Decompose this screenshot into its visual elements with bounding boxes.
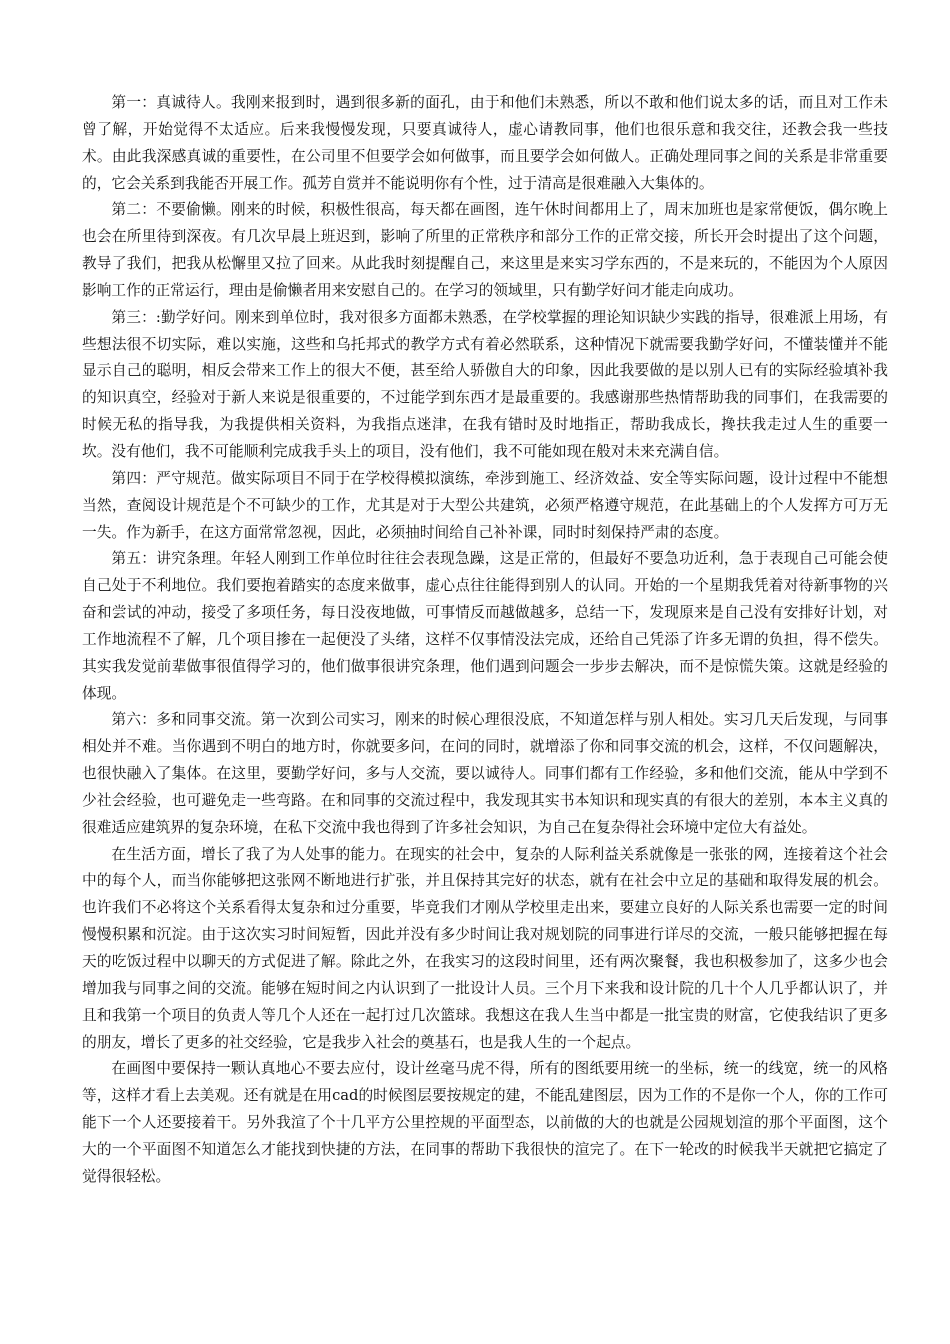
paragraph-drawing: 在画图中要保持一颗认真地心不要去应付，设计丝毫马虎不得，所有的图纸要用统一的坐标，统一的线宽，统一的风格等，这样才看上去美观。还有就是在用cad的时候图层要按规定的建，不能乱建图层，因为工作的不是你一个人，你的工作可能下一个人还要接着干。另外我渲了个十几平方公里控规的平面型态，以前做的大的也就是公园规划渲的那个平面图，这个大的一个平面图不知道怎么才能找到快捷的方法，在同事的帮助下我很快的渲完了。在下一轮改的时候我半天就把它搞定了觉得很轻松。 [82,1060,888,1185]
paragraph-social-life: 在生活方面，增长了我了为人处事的能力。在现实的社会中，复杂的人际利益关系就像是一张张的网，连接着这个社会中的每个人，而当你能够把这张网不断地进行扩张，并且保持其完好的状态，就有在社会中立足的基础和取得发展的机会。也许我们不必将这个关系看得太复杂和过分重要，毕竟我们才刚从学校里走出来，要建立良好的人际关系也需要一定的时间慢慢积累和沉淀。由于这次实习时间短暂，因此并没有多少时间让我对规划院的同事进行详尽的交流，一般只能够把握在每天的吃饭过程中以聊天的方式促进了解。除此之外，在我实习的这段时间里，还有两次聚餐，我也积极参加了，这多少也会增加我与同事之间的交流。能够在短时间之内认识到了一批设计人员。三个月下来我和设计院的几十个人几乎都认识了，并且和我第一个项目的负责人等几个人还在一起打过几次篮球。我想这在我人生当中都是一批宝贵的财富，它使我结识了更多的朋友，增长了更多的社交经验，它是我步入社会的奠基石，也是我人生的一个起点。 [82,845,888,1051]
paragraph-organization: 第五：讲究条理。年轻人刚到工作单位时往往会表现急躁，这是正常的，但最好不要急功近利，急于表现自己可能会使自己处于不利地位。我们要抱着踏实的态度来做事，虚心点往往能得到别人的认同。开始的一个星期我凭着对待新事物的兴奋和尝试的冲动，接受了多项任务，每日没夜地做，可事情反而越做越多，总结一下，发现原来是自己没有安排好计划，对工作地流程不了解，几个项目掺在一起便没了头绪，这样不仅事情没法完成，还给自己凭添了许多无谓的负担，得不偿失。其实我发觉前辈做事很值得学习的，他们做事很讲究条理，他们遇到问题会一步步去解决，而不是惊慌失策。这就是经验的体现。 [82,550,888,702]
paragraph-not-lazy: 第二：不要偷懒。刚来的时候，积极性很高，每天都在画图，连午休时间都用上了，周末加班也是家常便饭，偶尔晚上也会在所里待到深夜。有几次早晨上班迟到，影响了所里的正常秩序和部分工作的正常交接，所长开会时提出了这个问题，教导了我们，把我从松懈里又拉了回来。从此我时刻提醒自己，来这里是来实习学东西的，不是来玩的，不能因为个人原因影响工作的正常运行，理由是偷懒者用来安慰自己的。在学习的领域里，只有勤学好问才能走向成功。 [82,201,888,299]
paragraph-communication: 第六：多和同事交流。第一次到公司实习，刚来的时候心理很没底，不知道怎样与别人相处。实习几天后发现，与同事相处并不难。当你遇到不明白的地方时，你就要多问，在问的同时，就增添了你和同事交流的机会，这样，不仅问题解决，也很快融入了集体。在这里，要勤学好问，多与人交流，要以诚待人。同事们都有工作经验，多和他们交流，能从中学到不少社会经验，也可避免走一些弯路。在和同事的交流过程中，我发现其实书本知识和现实真的有很大的差别，本本主义真的很难适应建筑界的复杂环境，在私下交流中我也得到了许多社会知识，为自己在复杂得社会环境中定位大有益处。 [82,711,888,836]
paragraph-diligent-inquiry: 第三：:勤学好问。刚来到单位时，我对很多方面都未熟悉，在学校掌握的理论知识缺少实践的指导，很难派上用场，有些想法很不切实际，难以实施，这些和乌托邦式的教学方式有着必然联系，这种情况下就需要我勤学好问，不懂装懂并不能显示自己的聪明，相反会带来工作上的很大不便，甚至给人骄傲自大的印象，因此我要做的是以别人已有的实际经验填补我的知识真空，经验对于新人来说是很重要的，不过能学到东西才是最重要的。我感谢那些热情帮助我的同事们，在我需要的时候无私的指导我，为我提供相关资料，为我指点迷津，在我有错时及时地指正，帮助我成长，搀扶我走过人生的重要一坎。没有他们，我不可能顺利完成我手头上的项目，没有他们，我不可能如现在般对未来充满自信。 [82,308,888,460]
document-body [82,90,888,1191]
paragraph-sincerity: 第一：真诚待人。我刚来报到时，遇到很多新的面孔，由于和他们未熟悉，所以不敢和他们说太多的话，而且对工作未曾了解，开始觉得不太适应。后来我慢慢发现，只要真诚待人，虚心请教同事，他们也很乐意和我交往，还教会我一些技术。由此我深感真诚的重要性，在公司里不但要学会如何做事，而且要学会如何做人。正确处理同事之间的关系是非常重要的，它会关系到我能否开展工作。孤芳自赏并不能说明你有个性，过于清高是很难融入大集体的。 [82,94,888,192]
paragraph-follow-standards: 第四：严守规范。做实际项目不同于在学校得模拟演练，牵涉到施工、经济效益、安全等实际问题，设计过程中不能想当然，查阅设计规范是个不可缺少的工作，尤其是对于大型公共建筑，必须严格遵守规范，在此基础上的个人发挥方可万无一失。作为新手，在这方面常常忽视，因此，必须抽时间给自己补补课，同时时刻保持严肃的态度。 [82,469,888,541]
